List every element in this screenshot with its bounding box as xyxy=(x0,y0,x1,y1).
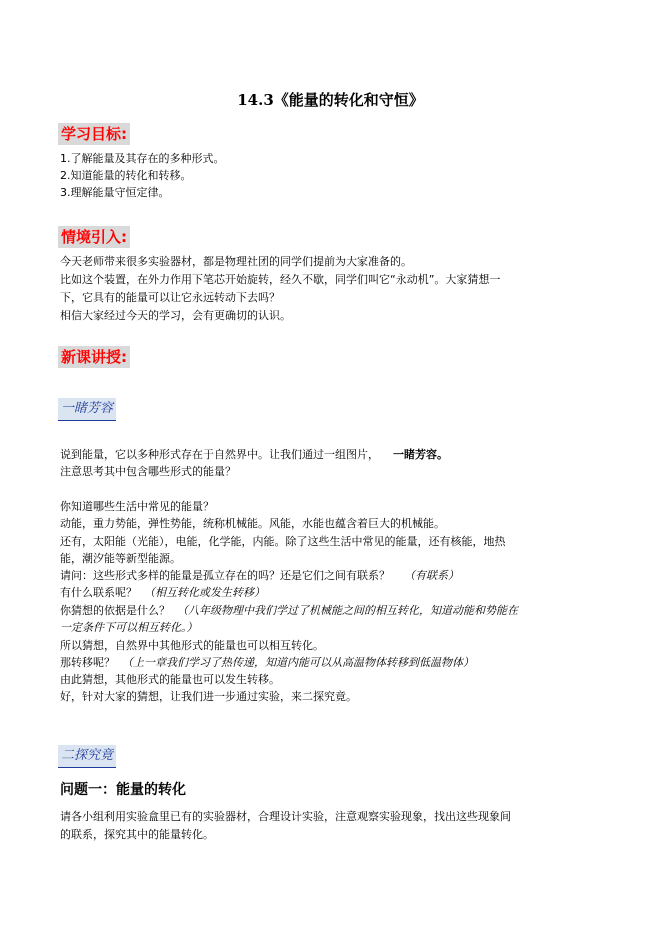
part2-title: 二探究竟 xyxy=(58,745,116,768)
objectives-heading: 学习目标: xyxy=(58,123,130,145)
objective-item: 1.了解能量及其存在的多种形式。 xyxy=(60,152,225,165)
paragraph-line xyxy=(60,584,265,601)
emphasis-text: 一睹芳容。 xyxy=(393,448,448,461)
answer-text: （相互转化或发生转移） xyxy=(144,586,265,599)
intro-line: 相信大家经过今天的学习，会有更确切的认识。 xyxy=(60,309,291,322)
paragraph-line: 动能，重力势能，弹性势能，统称机械能。风能，水能也蕴含着巨大的机械能。 xyxy=(60,517,445,530)
text: 那转移呢？ xyxy=(60,656,115,669)
paragraph-line xyxy=(60,602,518,619)
intro-heading: 情境引入: xyxy=(58,226,130,248)
paragraph-line: 注意思考其中包含哪些形式的能量？ xyxy=(60,465,236,478)
paragraph-line: 所以猜想，自然界中其他形式的能量也可以相互转化。 xyxy=(60,639,324,652)
answer-text: （有联系） xyxy=(404,569,459,582)
objective-item: 3.理解能量守恒定律。 xyxy=(60,186,170,199)
intro-line: 比如这个装置，在外力作用下笔芯开始旋转，经久不歇，同学们叫它“永动机”。大家猜想一 xyxy=(60,273,501,286)
paragraph-line: 你知道哪些生活中常见的能量？ xyxy=(60,500,214,513)
objective-item: 2.知道能量的转化和转移。 xyxy=(60,169,192,182)
answer-text: （八年级物理中我们学过了机械能之间的相互转化，知道动能和势能在 xyxy=(177,604,518,617)
page-title: 14.3《能量的转化和守恒》 xyxy=(237,91,424,109)
paragraph-line: 还有，太阳能（光能），电能，化学能，内能。除了这些生活中常见的能量，还有核能，地热 xyxy=(60,535,506,548)
text: 你猜想的依据是什么？ xyxy=(60,604,170,617)
paragraph-line: 能，潮汐能等新型能源。 xyxy=(60,552,181,565)
paragraph-line xyxy=(60,446,448,463)
paragraph-line: 的联系，探究其中的能量转化。 xyxy=(60,828,214,841)
paragraph-line xyxy=(60,567,459,584)
text: 说到能量，它以多种形式存在于自然界中。让我们通过一组图片， xyxy=(60,448,379,461)
paragraph-line xyxy=(60,654,474,671)
intro-line: 下，它具有的能量可以让它永远转动下去吗？ xyxy=(60,291,280,304)
answer-text: （上一章我们学习了热传递，知道内能可以从高温物体转移到低温物体） xyxy=(122,656,474,669)
paragraph-line: 好，针对大家的猜想，让我们进一步通过实验，来二探究竟。 xyxy=(60,690,357,703)
intro-line: 今天老师带来很多实验器材，都是物理社团的同学们提前为大家准备的。 xyxy=(60,255,412,268)
paragraph-line: 请各小组利用实验盒里已有的实验器材，合理设计实验，注意观察实验现象，找出这些现象间 xyxy=(60,810,511,823)
paragraph-line: 一定条件下可以相互转化。） xyxy=(60,621,198,634)
newlesson-heading: 新课讲授: xyxy=(58,346,130,368)
text: 请问：这些形式多样的能量是孤立存在的吗？还是它们之间有联系？ xyxy=(60,569,390,582)
part1-title: 一睹芳容 xyxy=(58,398,116,421)
text: 有什么联系呢？ xyxy=(60,586,137,599)
paragraph-line: 由此猜想，其他形式的能量也可以发生转移。 xyxy=(60,673,280,686)
question-heading: 问题一：能量的转化 xyxy=(60,782,186,798)
